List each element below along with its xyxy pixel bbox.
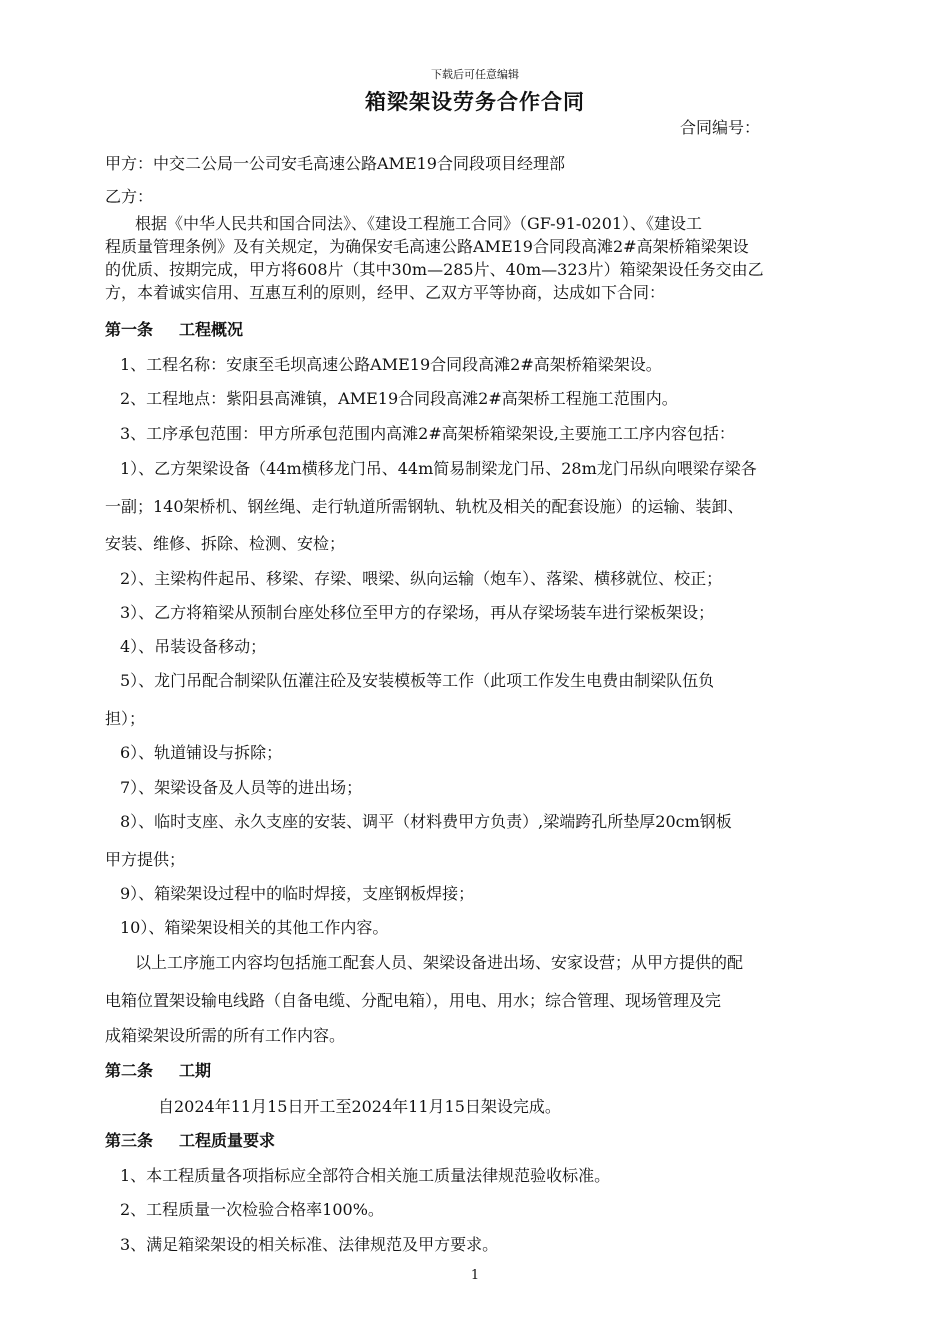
article-1-item: 3、工序承包范围：甲方所承包范围内高滩2#高架桥箱梁架设,主要施工工序内容包括： xyxy=(120,424,735,443)
page-number: 1 xyxy=(470,1268,480,1283)
intro-line: 程质量管理条例》及有关规定，为确保安毛高速公路AME19合同段高滩2#高架桥箱梁架设 xyxy=(105,237,749,256)
intro-paragraph xyxy=(105,212,845,304)
intro-line: 的优质、按期完成，甲方将608片（其中30m—285片、40m—323片）箱梁架设任务交由乙 xyxy=(105,260,764,279)
article-3-heading xyxy=(105,1128,275,1151)
article-2-title: 工期 xyxy=(179,1061,212,1080)
scope-line: 10）、箱梁架设相关的其他工作内容。 xyxy=(120,918,389,937)
summary-line: 电箱位置架设输电线路（自备电缆、分配电箱），用电、用水；综合管理、现场管理及完 xyxy=(105,991,722,1010)
article-3-number: 第三条 xyxy=(105,1131,154,1150)
scope-line: 9）、箱梁架设过程中的临时焊接，支座钢板焊接； xyxy=(120,884,475,903)
scope-line: 4）、吊装设备移动； xyxy=(120,637,267,656)
scope-line: 8）、临时支座、永久支座的安装、调平（材料费甲方负责）,梁端跨孔所垫厚20cm钢板 xyxy=(120,812,732,831)
article-1-item: 2、工程地点：紫阳县高滩镇，AME19合同段高滩2#高架桥工程施工范围内。 xyxy=(120,389,678,408)
contract-number-label: 合同编号： xyxy=(680,118,761,137)
header-note: 下载后可任意编辑 xyxy=(431,68,519,81)
party-a: 甲方：中交二公局一公司安毛高速公路AME19合同段项目经理部 xyxy=(105,154,565,173)
article-3-item: 1、本工程质量各项指标应全部符合相关施工质量法律规范验收标准。 xyxy=(120,1166,611,1185)
article-2-heading xyxy=(105,1058,211,1081)
article-3-item: 3、满足箱梁架设的相关标准、法律规范及甲方要求。 xyxy=(120,1235,499,1254)
summary-line: 成箱梁架设所需的所有工作内容。 xyxy=(105,1026,346,1045)
scope-line: 3）、乙方将箱梁从预制台座处移位至甲方的存梁场，再从存梁场装车进行梁板架设； xyxy=(120,603,715,622)
scope-line: 2）、主梁构件起吊、移梁、存梁、喂梁、纵向运输（炮车）、落梁、横移就位、校正； xyxy=(120,569,723,588)
article-1-item: 1、工程名称：安康至毛坝高速公路AME19合同段高滩2#高架桥箱梁架设。 xyxy=(120,355,662,374)
party-b: 乙方： xyxy=(105,187,154,206)
scope-line: 7）、架梁设备及人员等的进出场； xyxy=(120,778,363,797)
article-1-title: 工程概况 xyxy=(179,320,244,339)
intro-line: 根据《中华人民共和国合同法》、《建设工程施工合同》（GF-91-0201）、《建设工 xyxy=(135,214,703,233)
summary-line: 以上工序施工内容均包括施工配套人员、架梁设备进出场、安家设营；从甲方提供的配 xyxy=(135,953,744,972)
document-title: 箱梁架设劳务合作合同 xyxy=(365,90,585,114)
article-3-title: 工程质量要求 xyxy=(179,1131,276,1150)
article-2-number: 第二条 xyxy=(105,1061,154,1080)
scope-line: 5）、龙门吊配合制梁队伍灌注砼及安装模板等工作（此项工作发生电费由制梁队伍负 xyxy=(120,671,715,690)
scope-line: 安装、维修、拆除、检测、安检； xyxy=(105,534,346,553)
scope-line: 1）、乙方架梁设备（44m横移龙门吊、44m简易制梁龙门吊、28m龙门吊纵向喂梁存梁各 xyxy=(120,459,757,478)
article-1-number: 第一条 xyxy=(105,320,154,339)
scope-line: 6）、轨道铺设与拆除； xyxy=(120,743,283,762)
intro-line: 方，本着诚实信用、互惠互利的原则，经甲、乙双方平等协商，达成如下合同： xyxy=(105,283,666,302)
article-1-heading xyxy=(105,317,243,340)
scope-line: 担）； xyxy=(105,709,146,728)
scope-line: 一副；140架桥机、钢丝绳、走行轨道所需钢轨、轨枕及相关的配套设施）的运输、装卸、 xyxy=(105,497,744,516)
article-2-text: 自2024年11月15日开工至2024年11月15日架设完成。 xyxy=(158,1097,561,1116)
article-3-item: 2、工程质量一次检验合格率100%。 xyxy=(120,1200,384,1219)
scope-line: 甲方提供； xyxy=(105,850,186,869)
